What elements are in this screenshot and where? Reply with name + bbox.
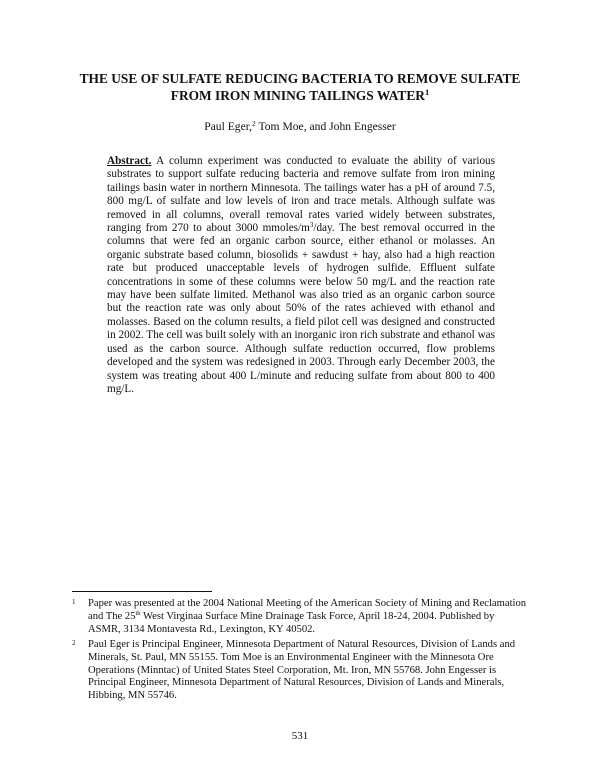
abstract-text-2: /day. The best removal occurred in the columns that were fed an organic carbon source, either ethanol or molasses. An organic substrate based column, biosolids + sawdust + hay, also had a high reaction rate but produced unacceptable levels of hydrogen sulfide. Effluent sulfate concentrations in some of these columns were below 50 mg/L and the reaction rate may have been sulfate limited. Methanol was also tried as an organic carbon source but the reaction rate was only about 50% of the rates achieved with ethanol and molasses. Based on the column results, a field pilot cell was designed and constructed in 2002. The cell was built solely with an inorganic iron rich substrate and ethanol was used as the carbon source. Although sulfate reduction occurred, flow problems developed and the system was redesigned in 2003. Through early December 2003, the system was treating about 400 L/minute and reducing sulfate from about 800 to 400 mg/L.	[107, 222, 496, 395]
paper-title	[60, 70, 540, 104]
page-number: 531	[291, 730, 309, 742]
footnote-1-superscript: th	[135, 609, 141, 617]
abstract	[107, 155, 495, 396]
author-rest: Tom Moe, and John Engesser	[255, 120, 396, 133]
abstract-superscript: 3	[309, 221, 314, 230]
title-line-2: FROM IRON MINING TAILINGS WATER	[170, 88, 425, 103]
author-footnote-mark: 2	[252, 119, 256, 128]
abstract-text-1: A column experiment was conducted to evaluate the ability of various substrates to support sulfate reducing bacteria and remove sulfate from iron mining tailings basin water in northern Minnesota. The tailings water has a pH of around 7.5, 800 mg/L of sulfate and low levels of iron and trace metals. Although sulfate was removed in all columns, overall removal rates varied widely between substrates, ranging from 270 to about 3000 mmoles/m	[107, 155, 495, 235]
title-line-1: THE USE OF SULFATE REDUCING BACTERIA TO REMOVE SULFATE	[79, 71, 521, 86]
footnotes	[72, 598, 527, 705]
footnote-1-text-1: Paper was presented at the 2004 National Meeting of the American Society of Mining and Reclamation and The 25	[88, 598, 527, 622]
footnote-1-text-2: West Virginaa Surface Mine Drainage Task Force, April 18-24, 2004. Published by ASMR, 3134 Montavesta Rd., Lexington, KY 40502.	[88, 610, 495, 635]
footnote-2-mark: 2	[72, 638, 76, 647]
footnote-2-text: Paul Eger is Principal Engineer, Minnesota Department of Natural Resources, Division of Lands and Minerals, St. Paul, MN 55155. Tom Moe is an Environmental Engineer with the Minnesota Ore Operations (Minntac) of United States Steel Corporation, Mt. Iron, MN 55768. John Engesser is Principal Engineer, Minnesota Department of Natural Resources, Division of Lands and Minerals, Hibbing, MN 55746.	[88, 638, 516, 702]
author-first: Paul Eger,	[204, 120, 253, 133]
author-line	[60, 120, 540, 134]
footnote-1-mark: 1	[72, 598, 76, 606]
footnote-divider	[72, 591, 212, 592]
footnote-2	[72, 639, 527, 704]
abstract-label: Abstract.	[107, 155, 152, 167]
title-footnote-mark: 1	[424, 87, 430, 97]
footnote-1	[72, 598, 527, 637]
